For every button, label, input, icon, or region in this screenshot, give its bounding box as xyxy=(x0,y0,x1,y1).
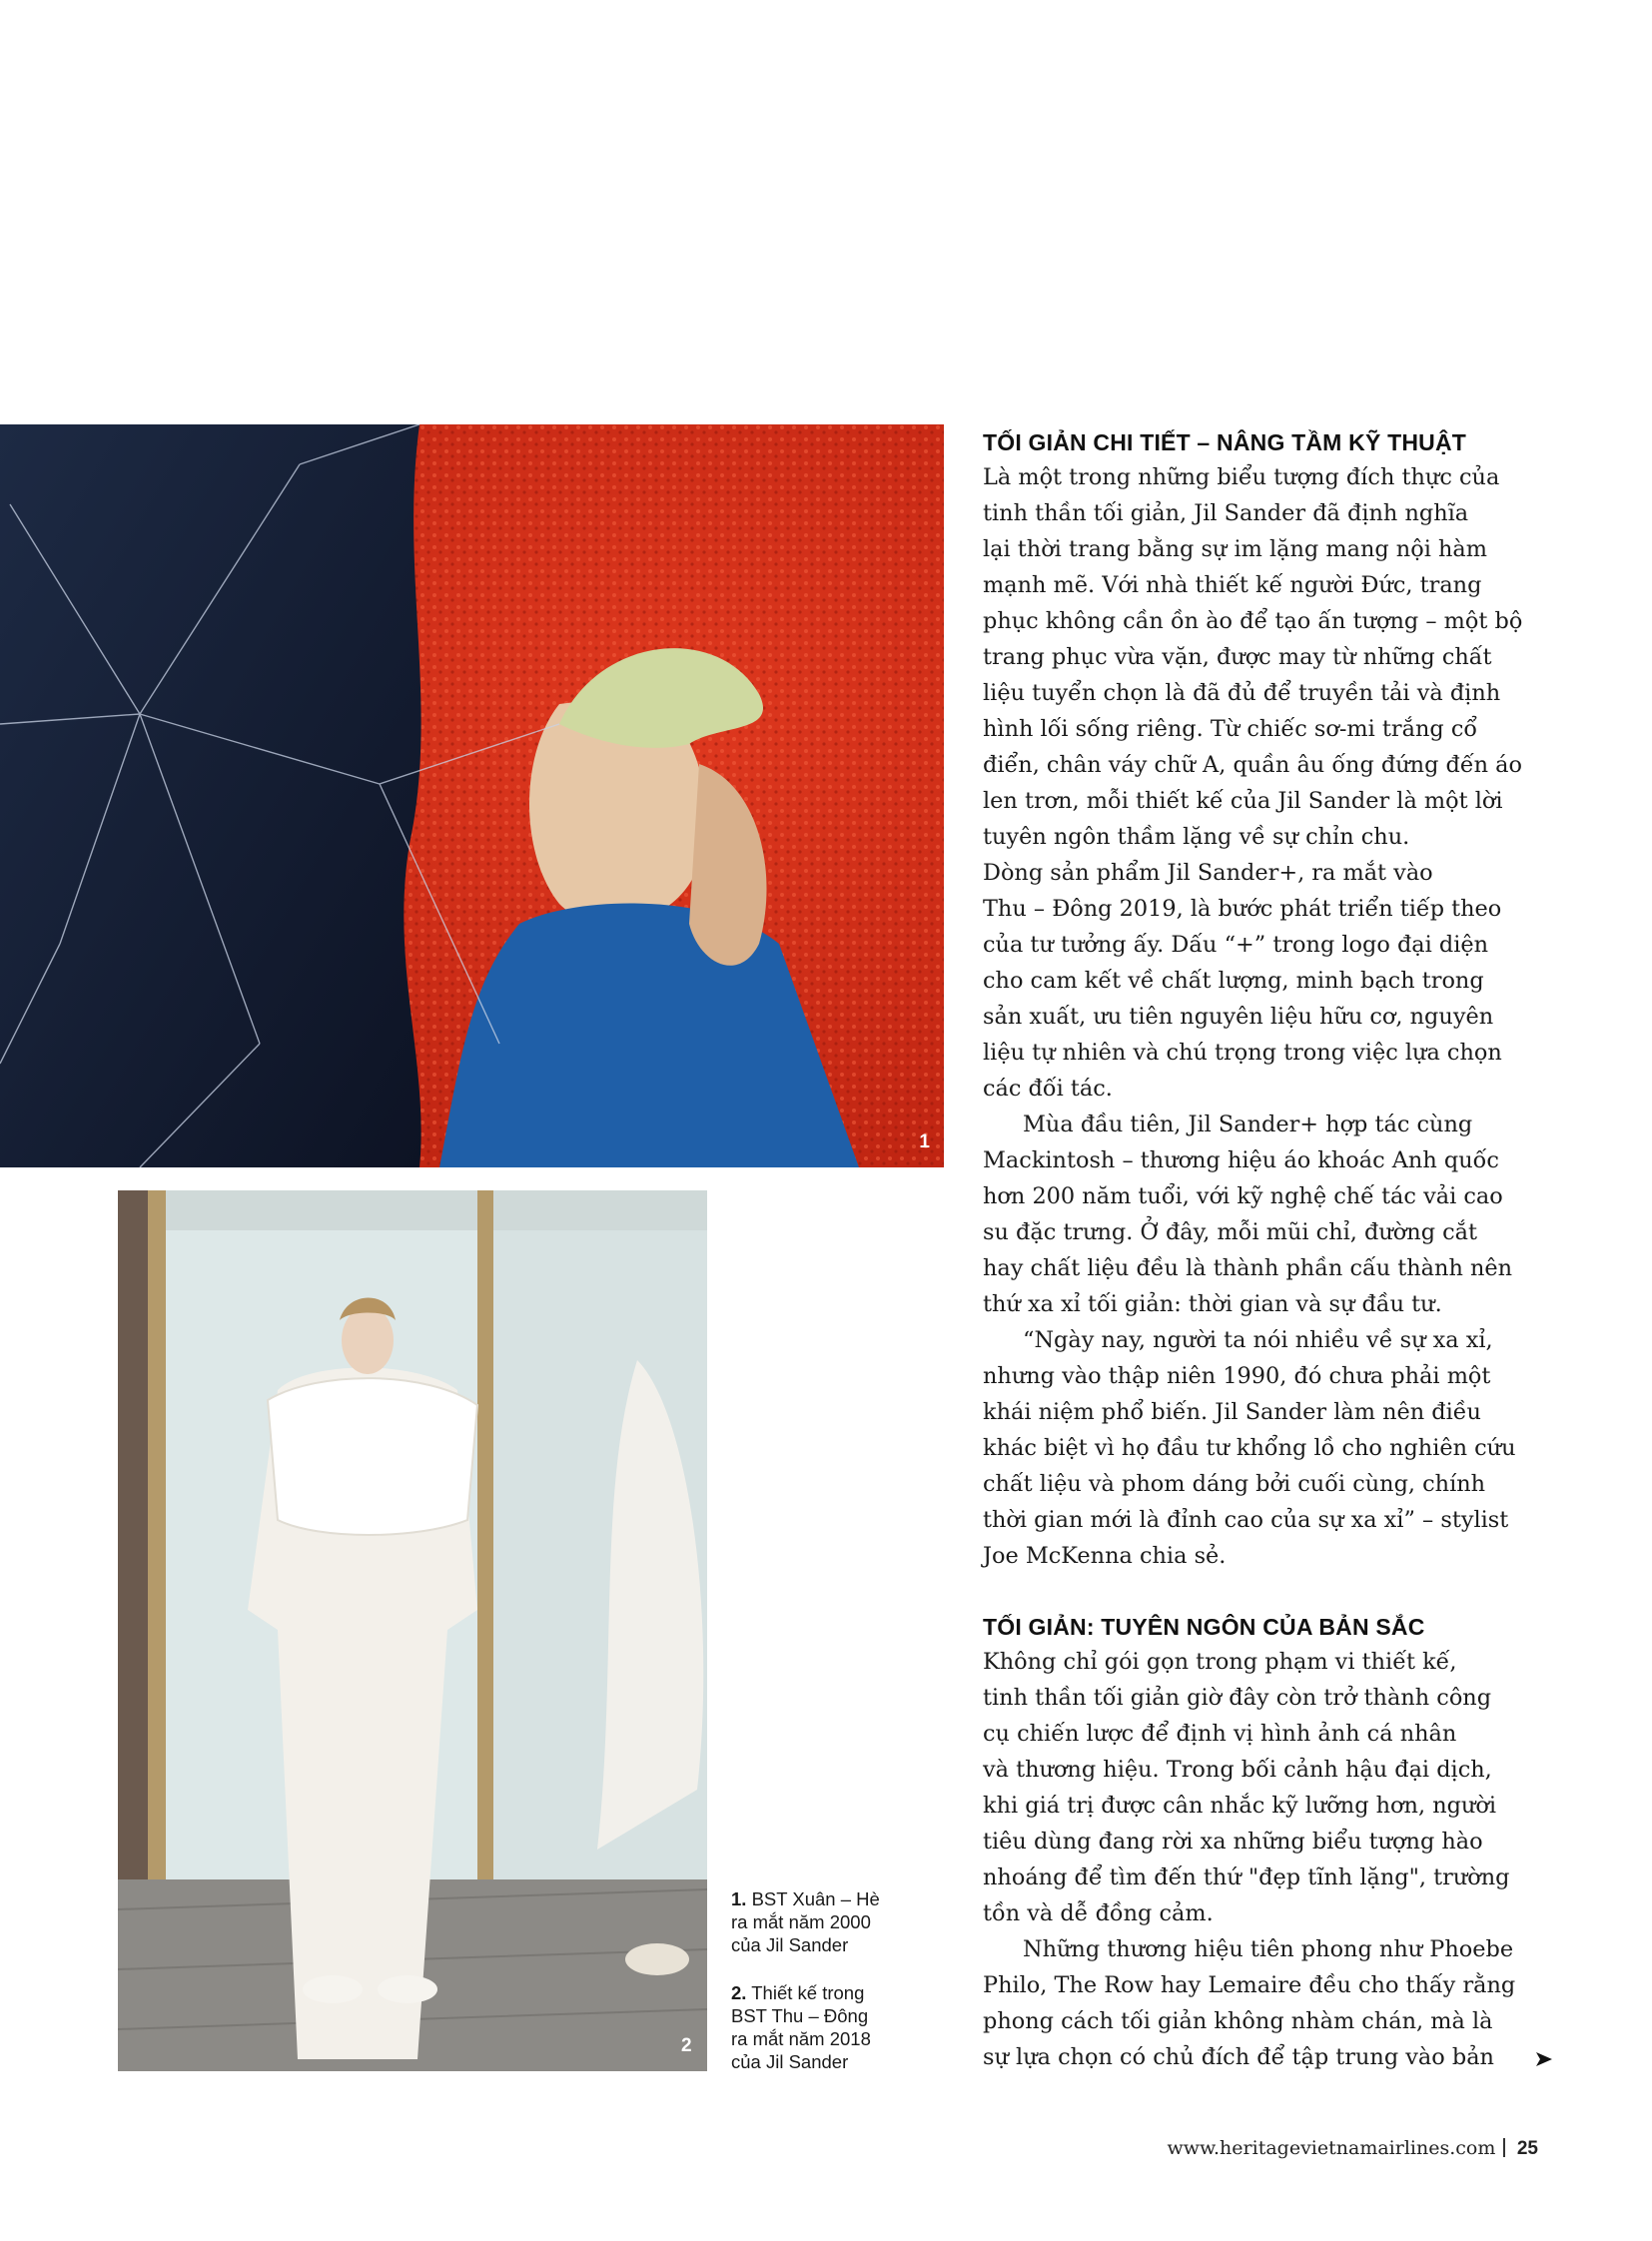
section-heading-1: TỐI GIẢN CHI TIẾT – NÂNG TẦM KỸ THUẬT xyxy=(983,429,1466,455)
body-text-line: thứ xa xỉ tối giản: thời gian và sự đầu tư. xyxy=(983,1291,1442,1317)
section-2-body-b xyxy=(983,1931,1542,2075)
caption-photo-2 xyxy=(731,1981,901,2073)
caption-2-line: Thiết kế trong xyxy=(751,1982,865,2003)
section-heading-2: TỐI GIẢN: TUYÊN NGÔN CỦA BẢN SẮC xyxy=(983,1614,1425,1640)
caption-2-line: BST Thu – Đông xyxy=(731,2005,869,2026)
body-text-line: chất liệu và phom dáng bởi cuối cùng, chính xyxy=(983,1471,1486,1497)
section-1-body-c xyxy=(983,1322,1542,1574)
section-gap xyxy=(983,1574,1542,1610)
body-text-line: cụ chiến lược để định vị hình ảnh cá nhân xyxy=(983,1721,1457,1747)
section-1-body-b xyxy=(983,1107,1542,1322)
body-text-line: nhưng vào thập niên 1990, đó chưa phải một xyxy=(983,1363,1491,1389)
body-text-line: và thương hiệu. Trong bối cảnh hậu đại dịch, xyxy=(983,1757,1492,1783)
section-1-body xyxy=(983,459,1542,1107)
body-text-line: mạnh mẽ. Với nhà thiết kế người Đức, trang xyxy=(983,572,1482,598)
body-text-line: “Ngày nay, người ta nói nhiều về sự xa xỉ, xyxy=(1023,1327,1493,1353)
body-text-line: tinh thần tối giản giờ đây còn trở thành công xyxy=(983,1685,1492,1711)
body-text-line: su đặc trưng. Ở đây, mỗi mũi chỉ, đường cắt xyxy=(983,1219,1478,1245)
body-text-line: liệu tuyển chọn là đã đủ để truyền tải và định xyxy=(983,680,1501,706)
body-text-line: tinh thần tối giản, Jil Sander đã định nghĩa xyxy=(983,500,1469,526)
body-text-line: sự lựa chọn có chủ đích để tập trung vào bản xyxy=(983,2044,1494,2070)
body-text-line: Những thương hiệu tiên phong như Phoebe xyxy=(1023,1936,1514,1962)
photo-1-number: 1 xyxy=(919,1131,930,1152)
section-2-body xyxy=(983,1644,1542,1931)
body-text-line: Là một trong những biểu tượng đích thực của xyxy=(983,464,1500,490)
footer-url[interactable]: www.heritagevietnamairlines.com xyxy=(1167,2137,1496,2159)
arrow-right-icon xyxy=(1536,2052,1552,2066)
body-text-line: cho cam kết về chất lượng, minh bạch trong xyxy=(983,968,1484,994)
body-text-line: hình lối sống riêng. Từ chiếc sơ-mi trắng cổ xyxy=(983,716,1478,742)
body-text-line: các đối tác. xyxy=(983,1076,1113,1102)
caption-2-number: 2. xyxy=(731,1982,747,2003)
body-text-line: khi giá trị được cân nhắc kỹ lưỡng hơn, người xyxy=(983,1793,1497,1819)
caption-1-number: 1. xyxy=(731,1888,747,1909)
body-text-line: phong cách tối giản không nhàm chán, mà là xyxy=(983,2008,1493,2034)
body-text-line: hay chất liệu đều là thành phần cấu thành nên xyxy=(983,1255,1513,1281)
caption-2-line: ra mắt năm 2018 xyxy=(731,2028,871,2049)
body-text-line: Mackintosh – thương hiệu áo khoác Anh quốc xyxy=(983,1147,1499,1173)
body-text-line: sản xuất, ưu tiên nguyên liệu hữu cơ, nguyên xyxy=(983,1004,1494,1030)
body-text-line: khác biệt vì họ đầu tư khổng lồ cho nghiên cứu xyxy=(983,1435,1516,1461)
body-text-line: Philo, The Row hay Lemaire đều cho thấy rằng xyxy=(983,1972,1516,1998)
article-column xyxy=(983,425,1542,2075)
photo-2-image xyxy=(118,1190,707,2071)
body-text-line: Không chỉ gói gọn trong phạm vi thiết kế, xyxy=(983,1649,1457,1675)
caption-2-line: của Jil Sander xyxy=(731,2051,849,2072)
caption-photo-1 xyxy=(731,1887,901,1956)
page-footer xyxy=(1149,2137,1538,2160)
body-text-line: trang phục vừa vặn, được may từ những chất xyxy=(983,644,1492,670)
body-text-line: hơn 200 năm tuổi, với kỹ nghệ chế tác vải cao xyxy=(983,1183,1503,1209)
body-text-line: của tư tưởng ấy. Dấu “+” trong logo đại diện xyxy=(983,932,1489,958)
body-text-line: tồn và dễ đồng cảm. xyxy=(983,1900,1214,1926)
body-text-line: Joe McKenna chia sẻ. xyxy=(983,1543,1227,1569)
photo-1-image xyxy=(0,424,944,1167)
body-text-line: khái niệm phổ biến. Jil Sander làm nên điều xyxy=(983,1399,1481,1425)
photo-white-outfit-model xyxy=(118,1190,707,2071)
page-number: 25 xyxy=(1516,2138,1538,2159)
body-text-line: Thu – Đông 2019, là bước phát triển tiếp theo xyxy=(983,896,1502,922)
body-text-line: thời gian mới là đỉnh cao của sự xa xỉ” – stylist xyxy=(983,1507,1509,1533)
photo-woman-cracked-glass xyxy=(0,424,944,1167)
body-text-line: Mùa đầu tiên, Jil Sander+ hợp tác cùng xyxy=(1023,1112,1473,1137)
body-text-line: nhoáng để tìm đến thứ "đẹp tĩnh lặng", trường xyxy=(983,1865,1510,1890)
body-text-line: len trơn, mỗi thiết kế của Jil Sander là một lời xyxy=(983,788,1503,814)
body-text-line: lại thời trang bằng sự im lặng mang nội hàm xyxy=(983,536,1487,562)
body-text-line: tiêu dùng đang rời xa những biểu tượng hào xyxy=(983,1829,1483,1855)
body-text-line: Dòng sản phẩm Jil Sander+, ra mắt vào xyxy=(983,860,1433,886)
caption-1-line: ra mắt năm 2000 xyxy=(731,1911,871,1932)
body-text-line: phục không cần ồn ào để tạo ấn tượng – một bộ xyxy=(983,608,1523,634)
body-text-line: tuyên ngôn thầm lặng về sự chỉn chu. xyxy=(983,824,1410,850)
photo-2-number: 2 xyxy=(681,2035,692,2056)
body-text-line: điển, chân váy chữ A, quần âu ống đứng đến áo xyxy=(983,752,1523,778)
caption-1-line: của Jil Sander xyxy=(731,1934,849,1955)
footer-divider xyxy=(1503,2138,1505,2157)
body-text-line: liệu tự nhiên và chú trọng trong việc lựa chọn xyxy=(983,1040,1502,1066)
caption-1-line: BST Xuân – Hè xyxy=(751,1888,880,1909)
